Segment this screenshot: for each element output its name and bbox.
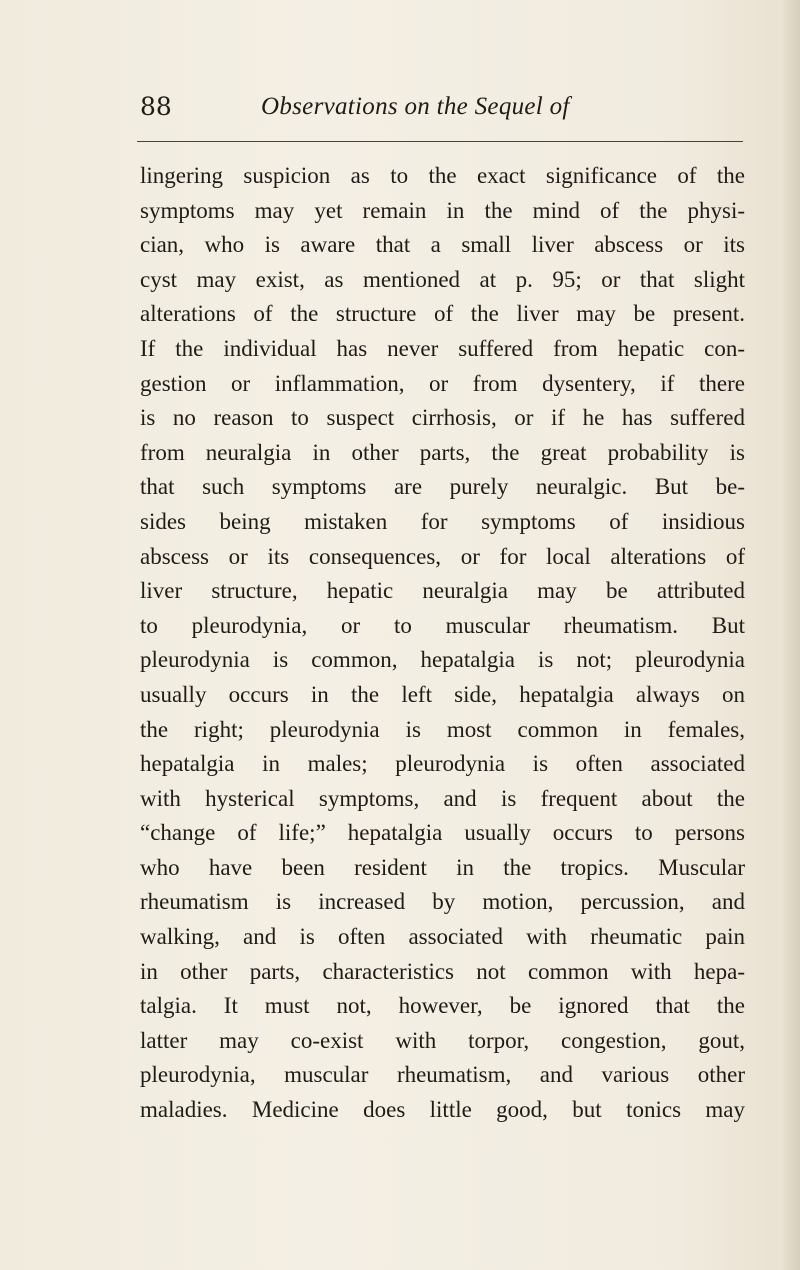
text-line: is no reason to suspect cirrhosis, or if he has suffered [140,405,745,431]
text-line: usually occurs in the left side, hepatalgia always on [140,681,745,707]
text-line: abscess or its consequences, or for local alterations of [140,543,745,569]
text-line: who have been resident in the tropics. Muscular [140,854,745,880]
text-line: latter may co-exist with torpor, congestion, gout, [140,1027,745,1053]
text-line: hepatalgia in males; pleurodynia is often associated [140,751,745,777]
text-line: pleurodynia, muscular rheumatism, and various other [140,1062,745,1088]
text-line: the right; pleurodynia is most common in females, [140,716,745,742]
text-line: gestion or inflammation, or from dysentery, if there [140,370,745,396]
page-edge-shadow [782,0,800,1270]
text-line: walking, and is often associated with rheumatic pain [140,924,745,950]
text-line: “change of life;” hepatalgia usually occurs to persons [140,820,745,846]
running-head [140,92,740,126]
text-line: cyst may exist, as mentioned at p. 95; or that slight [140,266,745,292]
text-line: in other parts, characteristics not common with hepa- [140,958,745,984]
text-line: liver structure, hepatic neuralgia may be attributed [140,578,745,604]
text-line: rheumatism is increased by motion, percussion, and [140,889,745,915]
text-line: talgia. It must not, however, be ignored that the [140,993,745,1019]
text-line: If the individual has never suffered from hepatic con- [140,335,745,361]
text-line: lingering suspicion as to the exact significance of the [140,163,745,188]
text-line: pleurodynia is common, hepatalgia is not; pleurodynia [140,647,745,673]
text-line: maladies. Medicine does little good, but tonics may [140,1097,745,1123]
text-line: alterations of the structure of the liver may be present. [140,301,745,327]
text-line: with hysterical symptoms, and is frequent about the [140,785,745,811]
text-line: from neuralgia in other parts, the great probability is [140,439,745,465]
text-line: sides being mistaken for symptoms of insidious [140,508,745,534]
header-rule [137,141,743,142]
text-line: to pleurodynia, or to muscular rheumatism. But [140,612,745,638]
running-title: Observations on the Sequel of [261,93,570,120]
text-line: that such symptoms are purely neuralgic. But be- [140,474,745,500]
text-line: symptoms may yet remain in the mind of the physi- [140,197,745,223]
body-text [140,159,745,1128]
page-number: 88 [140,92,172,121]
text-line: cian, who is aware that a small liver abscess or its [140,232,745,258]
